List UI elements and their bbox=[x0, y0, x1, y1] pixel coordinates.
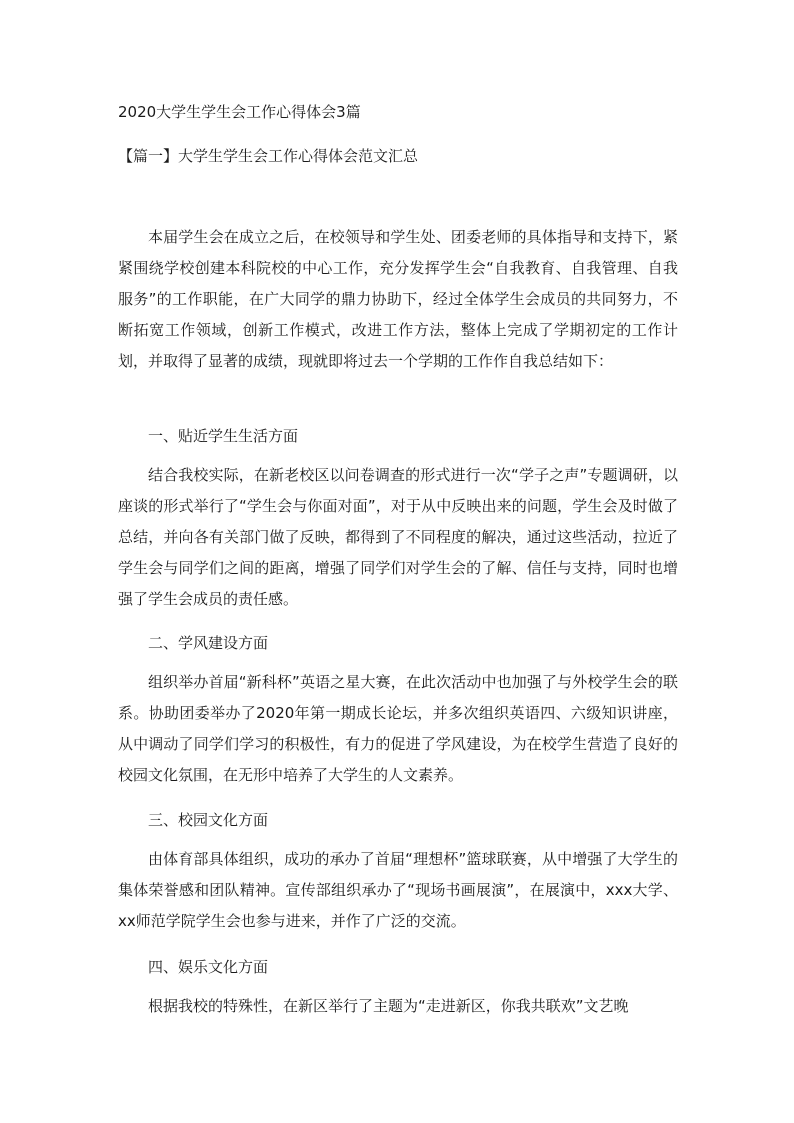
section-paragraph-entertainment: 根据我校的特殊性，在新区举行了主题为“走进新区，你我共联欢”文艺晚 bbox=[148, 997, 629, 1015]
section-paragraph-study-style: 组织举办首届“新科杯”英语之星大赛，在此次活动中也加强了与外校学生会的联系。协助团委举办了2020年第一期成长论坛，并多次组织英语四、六级知识讲座，从中调动了同学们学习的积极性，有力的促进了学风建设，为在校学生营造了良好的校园文化氛围，在无形中培养了大学生的人文素养。 bbox=[118, 673, 678, 784]
section-paragraph-student-life: 结合我校实际，在新老校区以问卷调查的形式进行一次“学子之声”专题调研，以座谈的形式举行了“学生会与你面对面”，对于从中反映出来的问题，学生会及时做了总结，并向各有关部门做了反映，都得到了不同程度的解决，通过这些活动，拉近了学生会与同学们之间的距离，增强了同学们对学生会的了解、信任与支持，同时也增强了学生会成员的责任感。 bbox=[118, 466, 678, 608]
section-heading-study-style: 二、学风建设方面 bbox=[148, 634, 269, 652]
section-heading-campus-culture: 三、校园文化方面 bbox=[148, 811, 269, 829]
document-title: 2020大学生学生会工作心得体会3篇 bbox=[118, 103, 361, 121]
section-heading-entertainment: 四、娱乐文化方面 bbox=[148, 958, 269, 976]
section-heading-student-life: 一、贴近学生生活方面 bbox=[148, 427, 299, 445]
article-subtitle: 【篇一】大学生学生会工作心得体会范文汇总 bbox=[118, 147, 419, 165]
section-paragraph-campus-culture: 由体育部具体组织，成功的承办了首届“理想杯”篮球联赛，从中增强了大学生的集体荣誉感和团队精神。宣传部组织承办了“现场书画展演”，在展演中，xxx大学、xx师范学院学生会也参与进来，并作了广泛的交流。 bbox=[118, 850, 678, 930]
intro-paragraph: 本届学生会在成立之后，在校领导和学生处、团委老师的具体指导和支持下，紧紧围绕学校创建本科院校的中心工作，充分发挥学生会“自我教育、自我管理、自我服务”的工作职能，在广大同学的鼎力协助下，经过全体学生会成员的共同努力，不断拓宽工作领域，创新工作模式，改进工作方法，整体上完成了学期初定的工作计划，并取得了显著的成绩，现就即将过去一个学期的工作作自我总结如下： bbox=[118, 228, 678, 370]
